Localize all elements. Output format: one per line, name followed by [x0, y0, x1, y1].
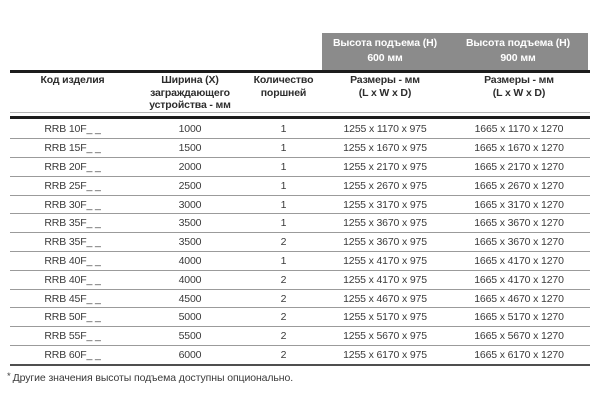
table-row	[10, 307, 590, 326]
dims-600-cell: 1255 x 3670 x 975	[343, 236, 427, 249]
dims-900-cell: 1665 x 4170 x 1270	[474, 254, 564, 267]
product-code-cell: RRB 10F_ _	[44, 122, 101, 135]
width-cell: 5000	[178, 311, 202, 324]
lift-height-900-title: Высота подъема (H)	[465, 37, 571, 49]
width-cell: 2500	[178, 179, 202, 192]
product-code-cell: RRB 40F_ _	[44, 254, 101, 267]
lift-height-600-header	[322, 33, 448, 70]
dims-600-cell: 1255 x 1170 x 975	[343, 122, 427, 135]
dims-900-cell: 1665 x 1170 x 1270	[474, 122, 564, 135]
lift-height-band	[322, 33, 588, 70]
pistons-cell: 2	[280, 330, 287, 343]
pistons-cell: 2	[280, 292, 287, 305]
width-cell: 5500	[178, 330, 202, 343]
dims-600-cell: 1255 x 2170 x 975	[343, 160, 427, 173]
column-header-row	[10, 74, 590, 112]
product-code-cell: RRB 25F_ _	[44, 179, 101, 192]
dims-600-cell: 1255 x 5670 x 975	[343, 330, 427, 343]
dims-600-cell: 1255 x 3170 x 975	[343, 198, 427, 211]
footnote-text: Другие значения высоты подъема доступны опционально.	[12, 372, 294, 384]
col-header-product-code-line: Код изделия	[40, 74, 105, 86]
col-header-dims-600-line1: Размеры - мм	[350, 74, 420, 86]
lift-height-600-title: Высота подъема (H)	[332, 37, 438, 49]
pistons-cell: 1	[280, 179, 287, 192]
pistons-cell: 1	[280, 160, 287, 173]
dims-900-cell: 1665 x 4670 x 1270	[474, 292, 564, 305]
pistons-cell: 1	[280, 254, 287, 267]
width-cell: 2000	[178, 160, 202, 173]
dims-600-cell: 1255 x 4170 x 975	[343, 254, 427, 267]
dims-600-cell: 1255 x 1670 x 975	[343, 142, 427, 155]
pistons-cell: 2	[280, 236, 287, 249]
col-header-dims-600-line2: (L x W x D)	[358, 86, 412, 99]
lift-height-600-value: 600 мм	[367, 52, 403, 64]
dims-600-cell: 1255 x 4170 x 975	[343, 273, 427, 286]
product-code-cell: RRB 55F_ _	[44, 330, 101, 343]
width-cell: 3500	[178, 236, 202, 249]
col-header-width-line3: устройства - мм	[149, 99, 231, 111]
col-header-width	[135, 74, 245, 112]
dims-600-cell: 1255 x 6170 x 975	[343, 348, 427, 361]
col-header-pistons-line1: Количество	[253, 74, 314, 86]
dims-600-cell: 1255 x 3670 x 975	[343, 217, 427, 230]
table-row	[10, 120, 590, 139]
product-code-cell: RRB 35F_ _	[44, 236, 101, 249]
dims-900-cell: 1665 x 2170 x 1270	[474, 160, 564, 173]
table-row	[10, 289, 590, 308]
table-row	[10, 157, 590, 176]
dims-900-cell: 1665 x 3670 x 1270	[474, 236, 564, 249]
pistons-cell: 1	[280, 217, 287, 230]
col-header-product-code	[10, 74, 135, 112]
width-cell: 3000	[178, 198, 202, 211]
product-code-cell: RRB 40F_ _	[44, 273, 101, 286]
dims-900-cell: 1665 x 5170 x 1270	[474, 311, 564, 324]
lift-height-900-value: 900 мм	[500, 52, 536, 64]
footnote	[7, 372, 293, 384]
dims-900-cell: 1665 x 5670 x 1270	[474, 330, 564, 343]
col-header-pistons-line2: поршней	[260, 86, 307, 99]
pistons-cell: 2	[280, 348, 287, 361]
product-code-cell: RRB 15F_ _	[44, 142, 101, 155]
table-row	[10, 138, 590, 157]
dims-600-cell: 1255 x 5170 x 975	[343, 311, 427, 324]
col-header-width-line2: заграждающего	[150, 86, 230, 99]
lift-height-900-header	[448, 33, 588, 70]
col-header-pistons	[245, 74, 322, 112]
footnote-asterisk: *	[7, 371, 11, 382]
table-row	[10, 345, 590, 364]
table-row	[10, 232, 590, 251]
pistons-cell: 2	[280, 311, 287, 324]
width-cell: 1500	[178, 142, 202, 155]
pistons-cell: 1	[280, 142, 287, 155]
dims-900-cell: 1665 x 4170 x 1270	[474, 273, 564, 286]
product-code-cell: RRB 50F_ _	[44, 311, 101, 324]
product-code-cell: RRB 35F_ _	[44, 217, 101, 230]
product-code-cell: RRB 45F_ _	[44, 292, 101, 305]
width-cell: 4000	[178, 254, 202, 267]
table-bottom-rule	[10, 364, 590, 366]
pistons-cell: 1	[280, 122, 287, 135]
dims-900-cell: 1665 x 6170 x 1270	[474, 348, 564, 361]
product-code-cell: RRB 20F_ _	[44, 160, 101, 173]
table-row	[10, 213, 590, 232]
header-light-rule	[10, 112, 590, 113]
dims-600-cell: 1255 x 2670 x 975	[343, 179, 427, 192]
dims-900-cell: 1665 x 2670 x 1270	[474, 179, 564, 192]
col-header-width-line1: Ширина (X)	[161, 74, 219, 86]
dims-900-cell: 1665 x 3170 x 1270	[474, 198, 564, 211]
table-row	[10, 176, 590, 195]
table-row	[10, 195, 590, 214]
width-cell: 4000	[178, 273, 202, 286]
table-row	[10, 251, 590, 270]
width-cell: 1000	[178, 122, 202, 135]
dims-900-cell: 1665 x 1670 x 1270	[474, 142, 564, 155]
header-top-rule	[10, 70, 590, 73]
width-cell: 4500	[178, 292, 202, 305]
product-code-cell: RRB 60F_ _	[44, 348, 101, 361]
pistons-cell: 1	[280, 198, 287, 211]
product-code-cell: RRB 30F_ _	[44, 198, 101, 211]
dims-900-cell: 1665 x 3670 x 1270	[474, 217, 564, 230]
width-cell: 3500	[178, 217, 202, 230]
width-cell: 6000	[178, 348, 202, 361]
col-header-dims-900	[448, 74, 590, 112]
pistons-cell: 2	[280, 273, 287, 286]
table-body	[10, 120, 590, 364]
dims-600-cell: 1255 x 4670 x 975	[343, 292, 427, 305]
col-header-dims-900-line2: (L x W x D)	[492, 86, 546, 99]
col-header-dims-600	[322, 74, 448, 112]
table-row	[10, 326, 590, 345]
col-header-dims-900-line1: Размеры - мм	[484, 74, 554, 86]
header-bottom-rule	[10, 116, 590, 119]
table-row	[10, 270, 590, 289]
